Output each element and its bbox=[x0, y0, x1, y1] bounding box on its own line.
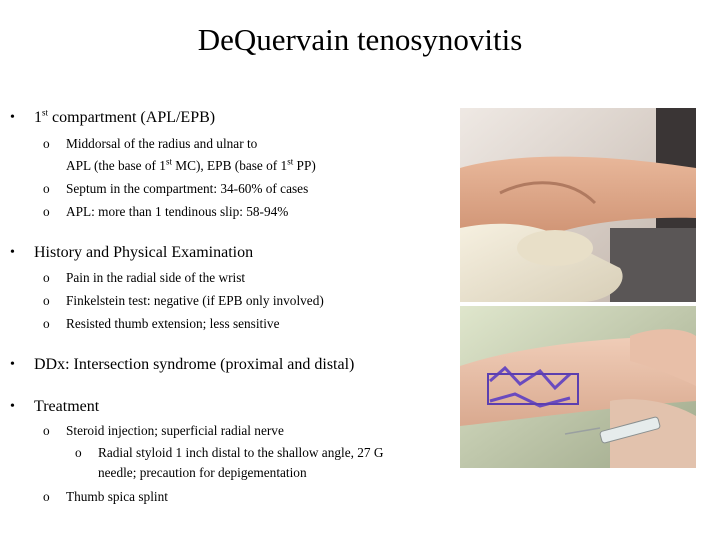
bullet-label: History and Physical Examination bbox=[34, 244, 254, 261]
sub-marker: o bbox=[43, 136, 50, 151]
sub-marker: o bbox=[43, 316, 50, 331]
steroid-injection-photo bbox=[460, 306, 696, 468]
bullet-label: Treatment bbox=[34, 398, 100, 415]
bullet-marker: • bbox=[10, 110, 15, 125]
bullet-marker: • bbox=[10, 399, 15, 414]
finkelstein-photo-graphic bbox=[460, 108, 696, 302]
bullet-label: DDx: Intersection syndrome (proximal and distal) bbox=[34, 356, 355, 373]
sub-marker: o bbox=[43, 181, 50, 196]
injection-photo-graphic bbox=[460, 306, 696, 468]
slide-title: DeQuervain tenosynovitis bbox=[197, 22, 523, 57]
sub-marker: o bbox=[43, 489, 50, 504]
finkelstein-test-photo bbox=[460, 108, 696, 302]
sub-marker: o bbox=[43, 270, 50, 285]
sub-marker: o bbox=[43, 293, 50, 308]
bullet-marker: • bbox=[10, 245, 15, 260]
sub-marker: o bbox=[43, 423, 50, 438]
sub-marker: o bbox=[43, 204, 50, 219]
bullet-marker: • bbox=[10, 357, 15, 372]
bullet-label: 1st compartment (APL/EPB) bbox=[34, 107, 216, 126]
sub-marker: o bbox=[75, 445, 82, 460]
